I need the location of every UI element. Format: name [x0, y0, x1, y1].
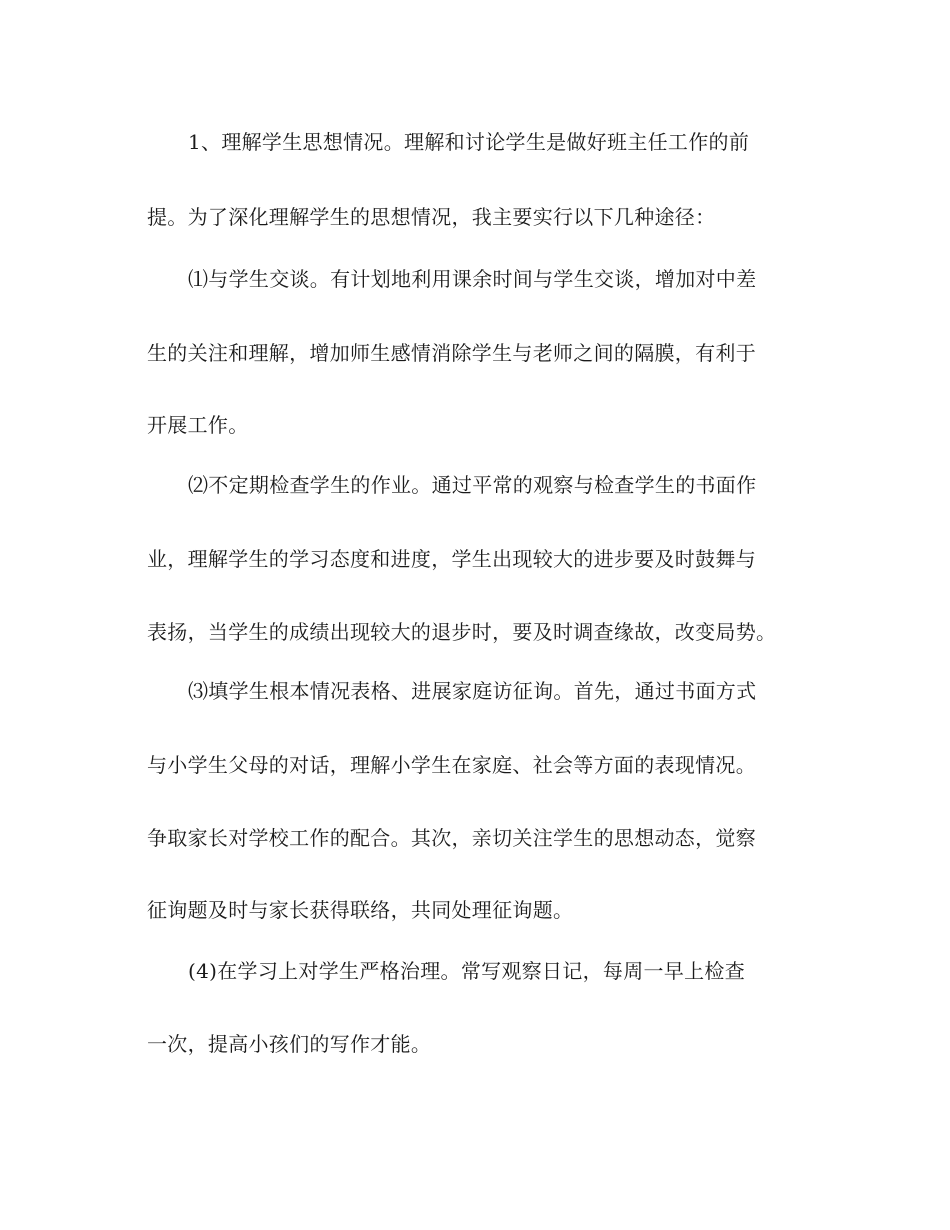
text-line: 业，理解学生的学习态度和进度，学生出现较大的进步要及时鼓舞与 — [147, 547, 756, 571]
text-line: 一次，提高小孩们的写作才能。 — [147, 1032, 432, 1056]
text-line: ⑴与学生交谈。有计划地利用课余时间与学生交谈，增加对中差 — [188, 267, 757, 291]
text-line: (4)在学习上对学生严格治理。常写观察日记，每周一早上检查 — [188, 959, 746, 983]
text-line: 与小学生父母的对话，理解小学生在家庭、社会等方面的表现情况。 — [147, 753, 756, 777]
text-line: 争取家长对学校工作的配合。其次，亲切关注学生的思想动态，觉察 — [147, 826, 756, 850]
text-line: 征询题及时与家长获得联络，共同处理征询题。 — [147, 898, 574, 922]
text-line: ⑵不定期检查学生的作业。通过平常的观察与检查学生的书面作 — [188, 473, 757, 497]
text-line: 开展工作。 — [147, 413, 249, 437]
text-line: 表扬，当学生的成绩出现较大的退步时，要及时调查缘故，改变局势。 — [147, 620, 777, 644]
text-line: ⑶填学生根本情况表格、进展家庭访征询。首先，通过书面方式 — [188, 679, 757, 703]
text-line: 1、理解学生思想情况。理解和讨论学生是做好班主任工作的前 — [188, 130, 750, 154]
text-line: 生的关注和理解，增加师生感情消除学生与老师之间的隔膜，有利于 — [147, 341, 756, 365]
text-line: 提。为了深化理解学生的思想情况，我主要实行以下几种途径： — [147, 205, 716, 229]
